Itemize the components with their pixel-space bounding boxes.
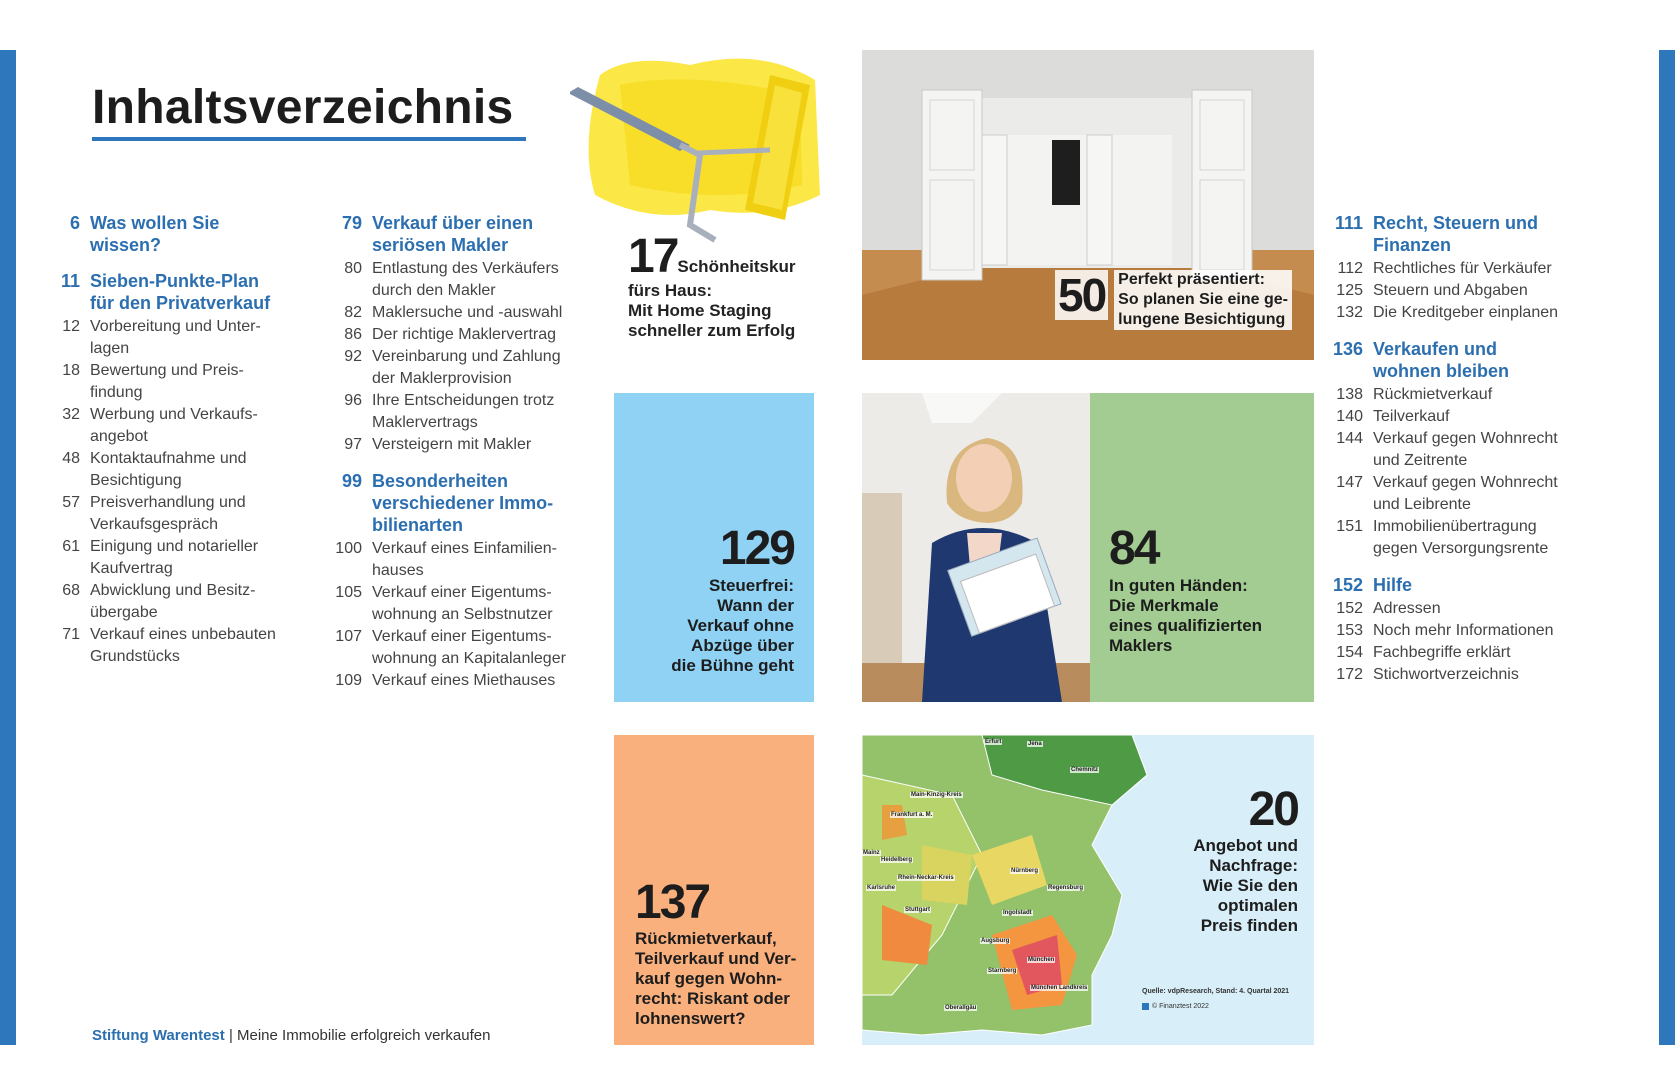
toc-entry[interactable] <box>52 580 302 624</box>
toc-entry-title: Vorbereitung und Unter- lagen <box>90 318 261 357</box>
toc-entry-title: Adressen <box>1373 600 1441 617</box>
toc-entry[interactable] <box>52 624 302 668</box>
toc-entry[interactable] <box>325 390 595 434</box>
toc-entry-page: 152 <box>1336 600 1363 617</box>
map-label: Frankfurt a. M. <box>891 812 933 818</box>
teaser-129-number: 129 <box>719 522 794 575</box>
toc-entry-title: Verkauf eines unbebauten Grundstücks <box>90 626 276 665</box>
toc-chapter-title: Hilfe <box>1373 575 1413 595</box>
finanztest-logo-icon <box>1142 1003 1149 1010</box>
page-title: Inhaltsverzeichnis <box>92 81 514 134</box>
toc-chapter-page: 111 <box>1334 213 1363 233</box>
toc-entry[interactable] <box>1325 280 1625 302</box>
map-label: Chemnitz <box>1071 767 1098 773</box>
toc-entry-page: 144 <box>1336 430 1363 447</box>
toc-entry[interactable] <box>325 670 595 692</box>
title-underline <box>92 137 526 141</box>
toc-entry[interactable] <box>52 448 302 492</box>
toc-entry-title: Einigung und notarieller Kaufvertrag <box>90 538 259 577</box>
toc-column-4 <box>1325 212 1625 700</box>
toc-entry[interactable] <box>325 538 595 582</box>
teaser-50-line-2: So planen Sie eine ge- <box>1114 290 1292 310</box>
toc-chapter-title: Was wollen Sie wissen? <box>90 213 220 255</box>
toc-entry-title: Verkauf gegen Wohnrecht und Leibrente <box>1373 474 1558 513</box>
teaser-50 <box>1055 270 1292 330</box>
toc-entry-page: 12 <box>62 318 80 335</box>
map-label: Rhein-Neckar-Kreis <box>898 875 954 881</box>
teaser-137-text: Rückmietverkauf, Teilverkauf und Ver- kauf gegen Wohn- recht: Riskant oder lohnenswert? <box>635 929 797 1028</box>
toc-chapter-page: 136 <box>1332 339 1363 359</box>
toc-entry-page: 86 <box>344 326 362 343</box>
toc-chapter-heading[interactable] <box>325 212 595 256</box>
map-label: Ingolstadt <box>1003 910 1032 916</box>
toc-entry[interactable] <box>1325 302 1625 324</box>
toc-entry-title: Verkauf gegen Wohnrecht und Zeitrente <box>1373 430 1558 469</box>
toc-section <box>325 470 595 692</box>
toc-entry-title: Die Kreditgeber einplanen <box>1373 304 1559 321</box>
toc-entry-page: 97 <box>344 436 362 453</box>
teaser-17-head: Schönheitskur <box>677 257 796 276</box>
toc-section <box>52 270 302 668</box>
toc-chapter-page: 11 <box>60 271 80 291</box>
toc-chapter-title: Verkauf über einen seriösen Makler <box>372 213 534 255</box>
map-label: Erfurt <box>985 739 1002 745</box>
toc-entry-page: 82 <box>344 304 362 321</box>
toc-entry-page: 151 <box>1336 518 1363 535</box>
map-copyright <box>1142 1003 1209 1010</box>
toc-entry-title: Rechtliches für Verkäufer <box>1373 260 1552 277</box>
toc-entry-page: 100 <box>335 540 362 557</box>
toc-entry[interactable] <box>325 434 595 456</box>
map-source: Quelle: vdpResearch, Stand: 4. Quartal 2021 <box>1142 988 1290 995</box>
toc-entry-title: Maklersuche und -auswahl <box>372 304 563 321</box>
toc-entry-page: 112 <box>1337 260 1363 277</box>
toc-entry-title: Steuern und Abgaben <box>1373 282 1528 299</box>
toc-entry[interactable] <box>325 346 595 390</box>
toc-entry[interactable] <box>52 316 302 360</box>
teaser-84-box <box>1090 393 1314 702</box>
toc-entry-page: 32 <box>62 406 80 423</box>
toc-entry-page: 107 <box>335 628 362 645</box>
toc-chapter-heading[interactable] <box>1325 338 1625 382</box>
teaser-20-map <box>862 735 1314 1045</box>
teaser-50-number: 50 <box>1055 270 1108 320</box>
teaser-84-number: 84 <box>1109 522 1159 575</box>
toc-entry-title: Verkauf eines Miethauses <box>372 672 556 689</box>
toc-entry-page: 109 <box>335 672 362 689</box>
footer-separator: | <box>224 1027 238 1044</box>
teaser-129-text: Steuerfrei: Wann der Verkauf ohne Abzüge über die Bühne geht <box>671 576 794 675</box>
toc-entry-title: Rückmietverkauf <box>1373 386 1493 403</box>
toc-entry-title: Ihre Entscheidungen trotz Maklervertrags <box>372 392 555 431</box>
toc-entry[interactable] <box>325 582 595 626</box>
toc-entry-title: Preisverhandlung und Verkaufsgespräch <box>90 494 246 533</box>
map-label: Starnberg <box>988 968 1017 974</box>
toc-section <box>52 212 302 256</box>
map-label: Regensburg <box>1048 885 1084 891</box>
teaser-17 <box>628 230 828 341</box>
toc-entry[interactable] <box>325 302 595 324</box>
toc-entry-page: 172 <box>1336 666 1363 683</box>
toc-entry[interactable] <box>1325 428 1625 472</box>
toc-entry-title: Fachbegriffe erklärt <box>1373 644 1511 661</box>
teaser-137-box <box>614 735 814 1045</box>
toc-entry-page: 92 <box>344 348 362 365</box>
toc-column-1 <box>52 212 302 682</box>
toc-entry[interactable] <box>52 360 302 404</box>
toc-entry-title: Entlastung des Verkäufers durch den Makler <box>372 260 559 299</box>
map-label: Stuttgart <box>905 907 930 913</box>
map-label: Oberallgäu <box>945 1005 977 1011</box>
teaser-50-line-1: Perfekt präsentiert: <box>1114 270 1292 290</box>
toc-entry[interactable] <box>1325 620 1625 642</box>
toc-entry[interactable] <box>1325 598 1625 620</box>
toc-entry-page: 125 <box>1336 282 1363 299</box>
toc-chapter-title: Sieben-Punkte-Plan für den Privatverkauf <box>90 271 271 313</box>
toc-entry-title: Stichwortverzeichnis <box>1373 666 1519 683</box>
footer-brand: Stiftung Warentest <box>92 1027 225 1044</box>
toc-entry-title: Kontaktaufnahme und Besichtigung <box>90 450 247 489</box>
footer-book-title: Meine Immobilie erfolgreich verkaufen <box>237 1027 491 1044</box>
toc-entry[interactable] <box>325 626 595 670</box>
teaser-17-text: fürs Haus: Mit Home Staging schneller zum Erfolg <box>628 281 796 340</box>
toc-chapter-title: Recht, Steuern und Finanzen <box>1373 213 1539 255</box>
toc-entry-title: Versteigern mit Makler <box>372 436 532 453</box>
map-label: Nürnberg <box>1011 868 1038 874</box>
toc-section <box>1325 212 1625 324</box>
toc-chapter-heading[interactable] <box>1325 212 1625 256</box>
toc-chapter-title: Verkaufen und wohnen bleiben <box>1373 339 1510 381</box>
map-label: Mainz <box>863 850 880 856</box>
toc-entry[interactable] <box>52 492 302 536</box>
teaser-84-text: In guten Händen: Die Merkmale eines qualifizierten Maklers <box>1109 576 1263 655</box>
toc-entry[interactable] <box>1325 258 1625 280</box>
toc-entry-title: Verkauf einer Eigentums- wohnung an Kapitalanleger <box>372 628 566 667</box>
toc-entry-title: Der richtige Maklervertrag <box>372 326 557 343</box>
toc-entry-title: Verkauf eines Einfamilien- hauses <box>372 540 557 579</box>
toc-entry-page: 80 <box>344 260 362 277</box>
map-label: Augsburg <box>981 938 1010 944</box>
toc-chapter-page: 79 <box>341 213 362 233</box>
toc-entry-title: Verkauf einer Eigentums- wohnung an Selbstnutzer <box>372 584 553 623</box>
toc-entry-page: 147 <box>1336 474 1363 491</box>
toc-entry-title: Teilverkauf <box>1373 408 1450 425</box>
teaser-20-number: 20 <box>1248 783 1298 836</box>
toc-entry-page: 71 <box>62 626 80 643</box>
toc-entry-page: 48 <box>62 450 80 467</box>
toc-entry-page: 68 <box>62 582 80 599</box>
toc-entry-title: Bewertung und Preis- findung <box>90 362 244 401</box>
toc-entry-page: 132 <box>1336 304 1363 321</box>
toc-entry[interactable] <box>1325 472 1625 516</box>
map-label: Karlsruhe <box>867 885 896 891</box>
toc-chapter-heading[interactable] <box>52 212 302 256</box>
toc-entry-page: 153 <box>1336 622 1363 639</box>
toc-entry[interactable] <box>1325 516 1625 560</box>
map-label: Main-Kinzig-Kreis <box>911 792 962 798</box>
toc-entry-title: Abwicklung und Besitz- übergabe <box>90 582 256 621</box>
map-label: Heidelberg <box>881 857 913 863</box>
toc-entry[interactable] <box>1325 406 1625 428</box>
paint-roller-image <box>570 45 830 245</box>
toc-chapter-heading[interactable] <box>52 270 302 314</box>
toc-entry[interactable] <box>52 404 302 448</box>
toc-chapter-heading[interactable] <box>1325 574 1625 596</box>
teaser-129-box <box>614 393 814 702</box>
toc-entry-page: 61 <box>62 538 80 555</box>
toc-section <box>1325 338 1625 560</box>
toc-chapter-title: Besonderheiten verschiedener Immo- bilienarten <box>372 471 554 535</box>
toc-column-2 <box>325 212 595 706</box>
map-copyright-text: © Finanztest 2022 <box>1152 1003 1209 1010</box>
toc-chapter-heading[interactable] <box>325 470 595 536</box>
toc-section <box>325 212 595 456</box>
teaser-137-number: 137 <box>635 876 710 929</box>
toc-entry-page: 154 <box>1336 644 1363 661</box>
toc-entry[interactable] <box>52 536 302 580</box>
toc-entry-page: 18 <box>62 362 80 379</box>
toc-entry-page: 57 <box>62 494 80 511</box>
left-edge-bar <box>0 50 16 1045</box>
toc-chapter-page: 6 <box>69 213 80 233</box>
toc-entry-title: Vereinbarung und Zahlung der Maklerprovision <box>372 348 561 387</box>
teaser-50-line-3: lungene Besichtigung <box>1114 310 1292 330</box>
toc-entry-page: 138 <box>1336 386 1363 403</box>
toc-entry-title: Noch mehr Informationen <box>1373 622 1554 639</box>
toc-entry-page: 140 <box>1336 408 1363 425</box>
agent-photo <box>862 393 1090 702</box>
toc-entry-page: 105 <box>335 584 362 601</box>
toc-entry-title: Immobilienübertragung gegen Versorgungsrente <box>1373 518 1549 557</box>
toc-entry[interactable] <box>1325 384 1625 406</box>
toc-chapter-page: 152 <box>1332 575 1363 595</box>
map-label: München Landkreis <box>1031 985 1088 991</box>
right-edge-bar <box>1659 50 1675 1045</box>
toc-entry[interactable] <box>1325 642 1625 664</box>
toc-chapter-page: 99 <box>341 471 362 491</box>
toc-entry[interactable] <box>1325 664 1625 686</box>
toc-entry[interactable] <box>325 258 595 302</box>
toc-entry-page: 96 <box>344 392 362 409</box>
teaser-17-number: 17 <box>628 230 678 283</box>
toc-entry[interactable] <box>325 324 595 346</box>
toc-section <box>1325 574 1625 686</box>
toc-entry-title: Werbung und Verkaufs- angebot <box>90 406 258 445</box>
teaser-20-text: Angebot und Nachfrage: Wie Sie den optimalen Preis finden <box>1193 836 1298 935</box>
map-label: München <box>1028 957 1055 963</box>
footer <box>92 1027 490 1044</box>
map-label: Jena <box>1028 741 1042 747</box>
